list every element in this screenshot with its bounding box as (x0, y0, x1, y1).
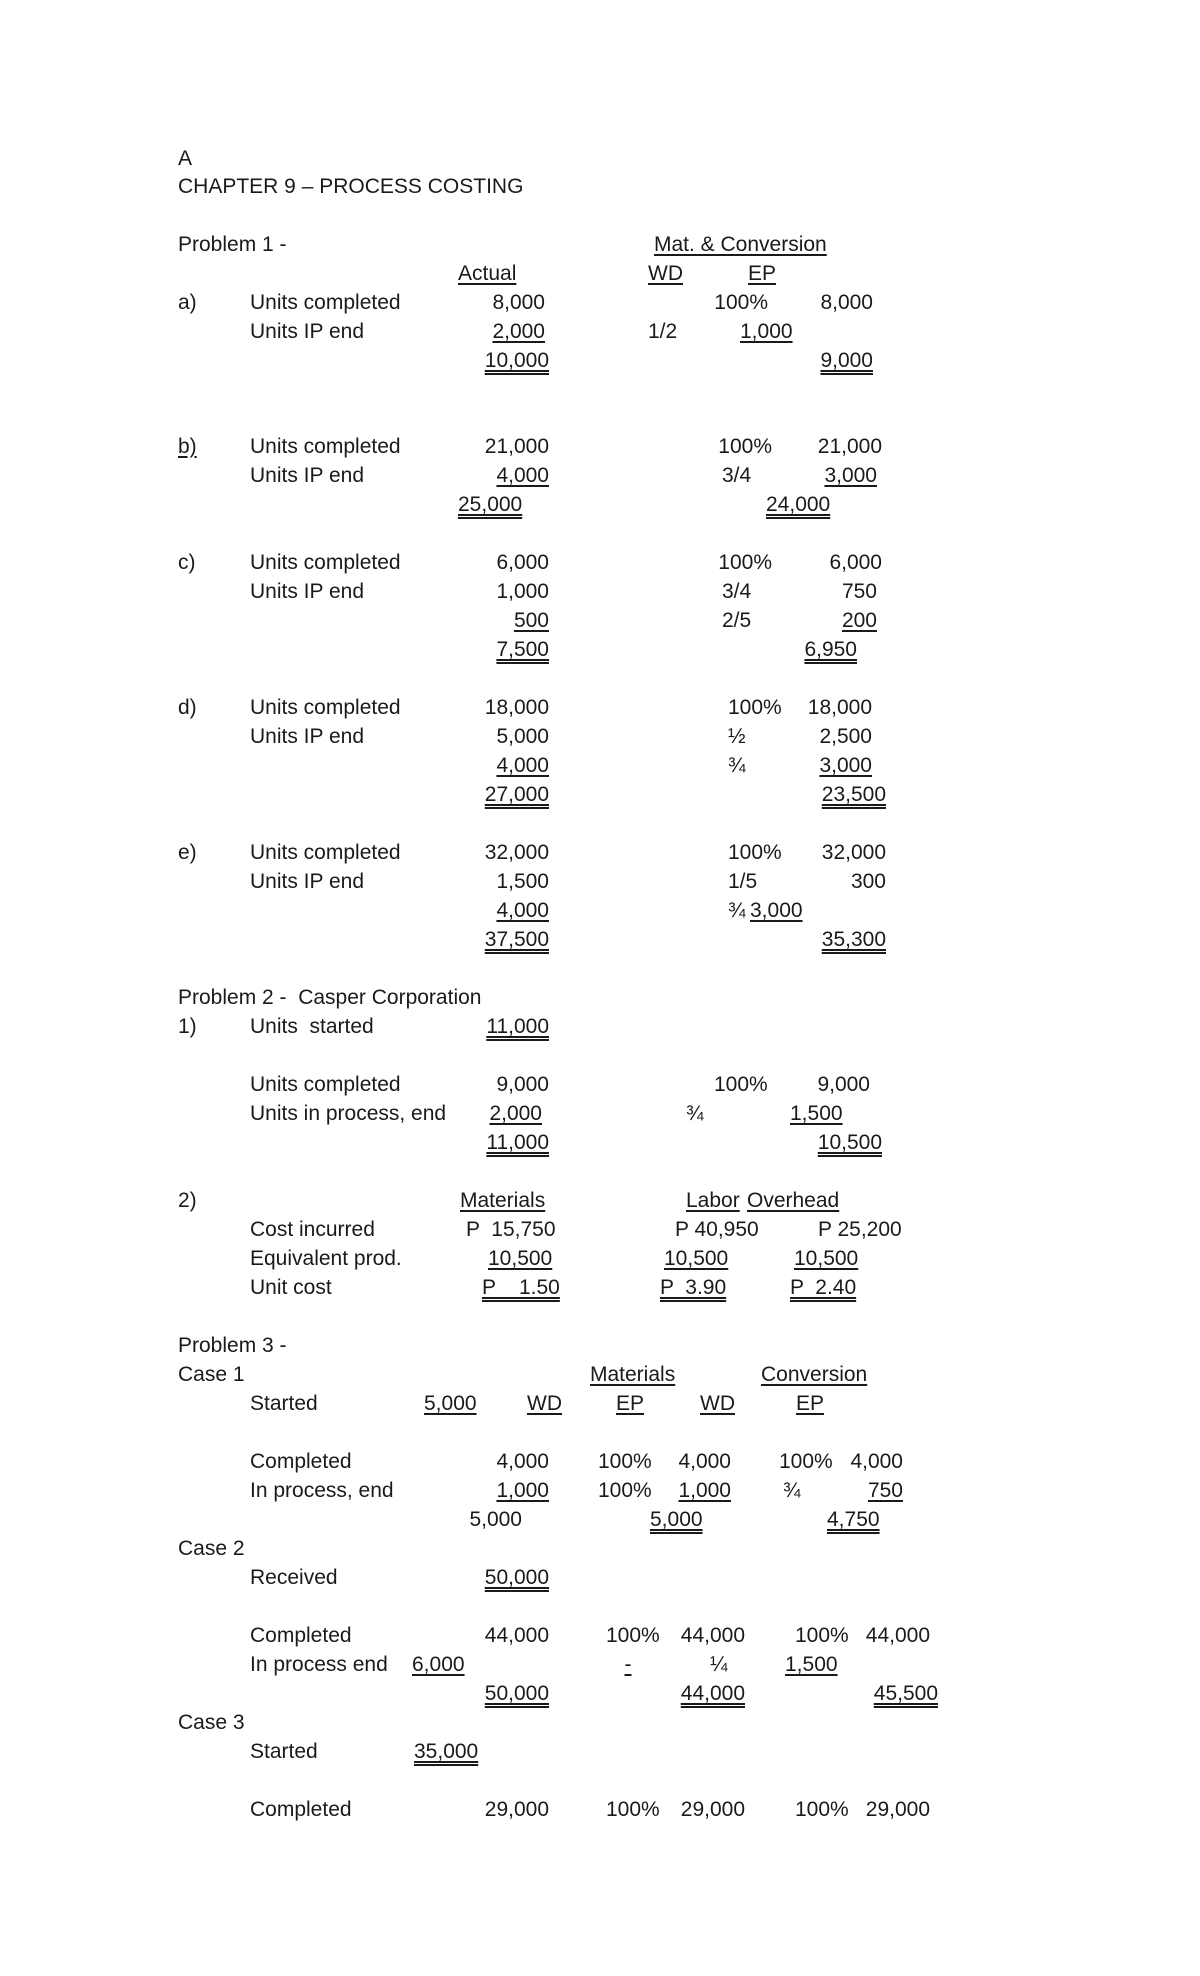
actual-value: 18,000 (484, 696, 549, 719)
actual-total: 27,000 (484, 783, 549, 806)
units-completed-label: Units completed (250, 696, 401, 719)
ep-value: 3,000 (824, 464, 877, 487)
conversion-ep-value: 4,000 (850, 1450, 903, 1473)
started-value: 35,000 (414, 1740, 479, 1763)
actual-value: 29,000 (484, 1798, 549, 1821)
ep-value: 8,000 (820, 291, 873, 314)
ep-value: 3,000 (819, 754, 872, 777)
unit-cost-label: Unit cost (250, 1276, 332, 1299)
units-ip-end-label: Units IP end (250, 464, 365, 487)
problem-3-title: Problem 3 - (178, 1334, 287, 1357)
materials-ep-value: ¼ (710, 1653, 728, 1676)
ep-value: 200 (841, 609, 877, 632)
materials-ep-value: 44,000 (680, 1624, 745, 1647)
in-process-end-label: In process end (250, 1653, 388, 1676)
actual-value: 1,500 (496, 870, 549, 893)
actual-total: 25,000 (458, 493, 523, 516)
wd-header: WD (648, 262, 683, 285)
actual-total: 7,500 (496, 638, 549, 661)
ep-value: 32,000 (821, 841, 886, 864)
mat-conversion-header: Mat. & Conversion (654, 233, 827, 256)
units-completed-label: Units completed (250, 291, 401, 314)
ep-total: 23,500 (821, 783, 886, 806)
case-3-label: Case 3 (178, 1711, 245, 1734)
wd-value: 100% (728, 841, 782, 864)
ep-value: 2,500 (819, 725, 872, 748)
chapter-title: CHAPTER 9 – PROCESS COSTING (178, 175, 524, 198)
materials-wd-value: 100% (606, 1798, 660, 1821)
case-b-label: b) (178, 435, 197, 458)
wd-value: 100% (714, 1073, 768, 1096)
materials-header: Materials (590, 1363, 676, 1386)
conversion-wd-value: 100% (779, 1450, 833, 1473)
case-1-label: Case 1 (178, 1363, 245, 1386)
actual-value: 44,000 (484, 1624, 549, 1647)
wd-value: 3/4 (722, 580, 752, 603)
units-ip-end-label: Units IP end (250, 870, 365, 893)
case-2-label: Case 2 (178, 1537, 245, 1560)
problem-2-title: Problem 2 - Casper Corporation (178, 986, 482, 1009)
actual-value: 6,000 (412, 1653, 465, 1676)
materials-ep-total: 5,000 (650, 1508, 703, 1531)
wd-value: 100% (728, 696, 782, 719)
units-ip-end-label: Units IP end (250, 725, 365, 748)
received-value: 50,000 (484, 1566, 549, 1589)
wd-value: ¾ (728, 754, 746, 777)
actual-value: 500 (513, 609, 549, 632)
units-completed-label: Units completed (250, 841, 401, 864)
materials-ep-value: 1,000 (678, 1479, 731, 1502)
ep-value: 750 (841, 580, 877, 603)
actual-value: 4,000 (496, 464, 549, 487)
actual-total: 50,000 (484, 1682, 549, 1705)
actual-value: 6,000 (496, 551, 549, 574)
ep-value: 21,000 (817, 435, 882, 458)
part-2-label: 2) (178, 1189, 197, 1212)
actual-value: 2,000 (492, 320, 545, 343)
units-started-value: 11,000 (486, 1015, 549, 1038)
problem-1-title: Problem 1 - (178, 233, 287, 256)
ep-total: 9,000 (820, 349, 873, 372)
conversion-wd-value: 100% (795, 1798, 849, 1821)
case-c-label: c) (178, 551, 196, 574)
materials-wd-value: 100% (598, 1479, 652, 1502)
labor-eq-prod: 10,500 (664, 1247, 729, 1270)
ep-value: 6,000 (829, 551, 882, 574)
actual-value: 1,000 (496, 1479, 549, 1502)
ep-value: 1,500 (790, 1102, 843, 1125)
started-label: Started (250, 1740, 318, 1763)
equivalent-prod-label: Equivalent prod. (250, 1247, 402, 1270)
overhead-eq-prod: 10,500 (794, 1247, 859, 1270)
conversion-wd-value: 100% (795, 1624, 849, 1647)
units-completed-label: Units completed (250, 551, 401, 574)
conversion-ep-value: 750 (867, 1479, 903, 1502)
received-label: Received (250, 1566, 338, 1589)
wd-value: 100% (714, 291, 768, 314)
section-letter: A (178, 147, 193, 170)
conversion-ep-value: 29,000 (865, 1798, 930, 1821)
units-completed-label: Units completed (250, 1073, 401, 1096)
wd-value: 100% (718, 551, 772, 574)
part-1-label: 1) (178, 1015, 197, 1038)
wd-value: 1/2 (648, 320, 678, 343)
materials-cost: P 15,750 (466, 1218, 556, 1241)
completed-label: Completed (250, 1624, 352, 1647)
conversion-ep-value: 44,000 (865, 1624, 930, 1647)
materials-unit-cost: P 1.50 (482, 1276, 560, 1299)
actual-value: 21,000 (484, 435, 549, 458)
units-started-label: Units started (250, 1015, 374, 1038)
actual-value: 2,000 (489, 1102, 542, 1125)
wd-value: ¾ (728, 899, 746, 922)
units-in-process-label: Units in process, end (250, 1102, 447, 1125)
case-d-label: d) (178, 696, 197, 719)
started-label: Started (250, 1392, 318, 1415)
units-ip-end-label: Units IP end (250, 580, 365, 603)
actual-value: 4,000 (496, 899, 549, 922)
materials-ep-value: 29,000 (680, 1798, 745, 1821)
conversion-ep-total: 45,500 (873, 1682, 938, 1705)
case-e-label: e) (178, 841, 197, 864)
labor-cost: P 40,950 (675, 1218, 759, 1241)
wd-value: 1/5 (728, 870, 758, 893)
overhead-cost: P 25,200 (818, 1218, 902, 1241)
wd-value: 2/5 (722, 609, 752, 632)
ep-total: 35,300 (821, 928, 886, 951)
actual-header: Actual (458, 262, 517, 285)
ep-value: 300 (850, 870, 886, 893)
materials-header: Materials (460, 1189, 546, 1212)
materials-ep-total: 44,000 (680, 1682, 745, 1705)
actual-total: 10,000 (484, 349, 549, 372)
ep-value: 3,000 (750, 899, 803, 922)
materials-wd-value: 100% (598, 1450, 652, 1473)
labor-unit-cost: P 3.90 (660, 1276, 727, 1299)
materials-wd-value: 100% (606, 1624, 660, 1647)
conversion-ep-header: EP (796, 1392, 825, 1415)
actual-value: 8,000 (492, 291, 545, 314)
actual-value: 32,000 (484, 841, 549, 864)
actual-total: 11,000 (486, 1131, 549, 1154)
wd-value: 3/4 (722, 464, 752, 487)
materials-wd-header: WD (527, 1392, 562, 1415)
case-a-label: a) (178, 291, 197, 314)
materials-ep-header: EP (616, 1392, 645, 1415)
completed-label: Completed (250, 1450, 352, 1473)
conversion-wd-header: WD (700, 1392, 735, 1415)
units-ip-end-label: Units IP end (250, 320, 365, 343)
actual-value: 4,000 (496, 754, 549, 777)
actual-value: 1,000 (496, 580, 549, 603)
in-process-end-label: In process, end (250, 1479, 394, 1502)
conversion-wd-value: 1,500 (785, 1653, 838, 1676)
units-completed-label: Units completed (250, 435, 401, 458)
ep-value: 9,000 (817, 1073, 870, 1096)
labor-header: Labor (686, 1189, 740, 1212)
actual-total: 37,500 (484, 928, 549, 951)
ep-value: 1,000 (740, 320, 793, 343)
ep-header: EP (748, 262, 777, 285)
actual-value: 5,000 (496, 725, 549, 748)
actual-value: 9,000 (496, 1073, 549, 1096)
overhead-unit-cost: P 2.40 (790, 1276, 857, 1299)
ep-value: 18,000 (807, 696, 872, 719)
materials-ep-value: 4,000 (678, 1450, 731, 1473)
wd-value: 100% (718, 435, 772, 458)
ep-total: 6,950 (804, 638, 857, 661)
conversion-header: Conversion (761, 1363, 868, 1386)
cost-incurred-label: Cost incurred (250, 1218, 375, 1241)
actual-value: 4,000 (496, 1450, 549, 1473)
ep-total: 24,000 (766, 493, 831, 516)
started-value: 5,000 (424, 1392, 477, 1415)
materials-wd-value: - (624, 1653, 632, 1676)
conversion-wd-value: ¾ (783, 1479, 801, 1502)
wd-value: ½ (728, 725, 746, 748)
ep-total: 10,500 (817, 1131, 882, 1154)
conversion-ep-total: 4,750 (827, 1508, 880, 1531)
overhead-header: Overhead (747, 1189, 840, 1212)
materials-eq-prod: 10,500 (488, 1247, 553, 1270)
wd-value: ¾ (686, 1102, 704, 1125)
completed-label: Completed (250, 1798, 352, 1821)
actual-total: 5,000 (469, 1508, 522, 1531)
